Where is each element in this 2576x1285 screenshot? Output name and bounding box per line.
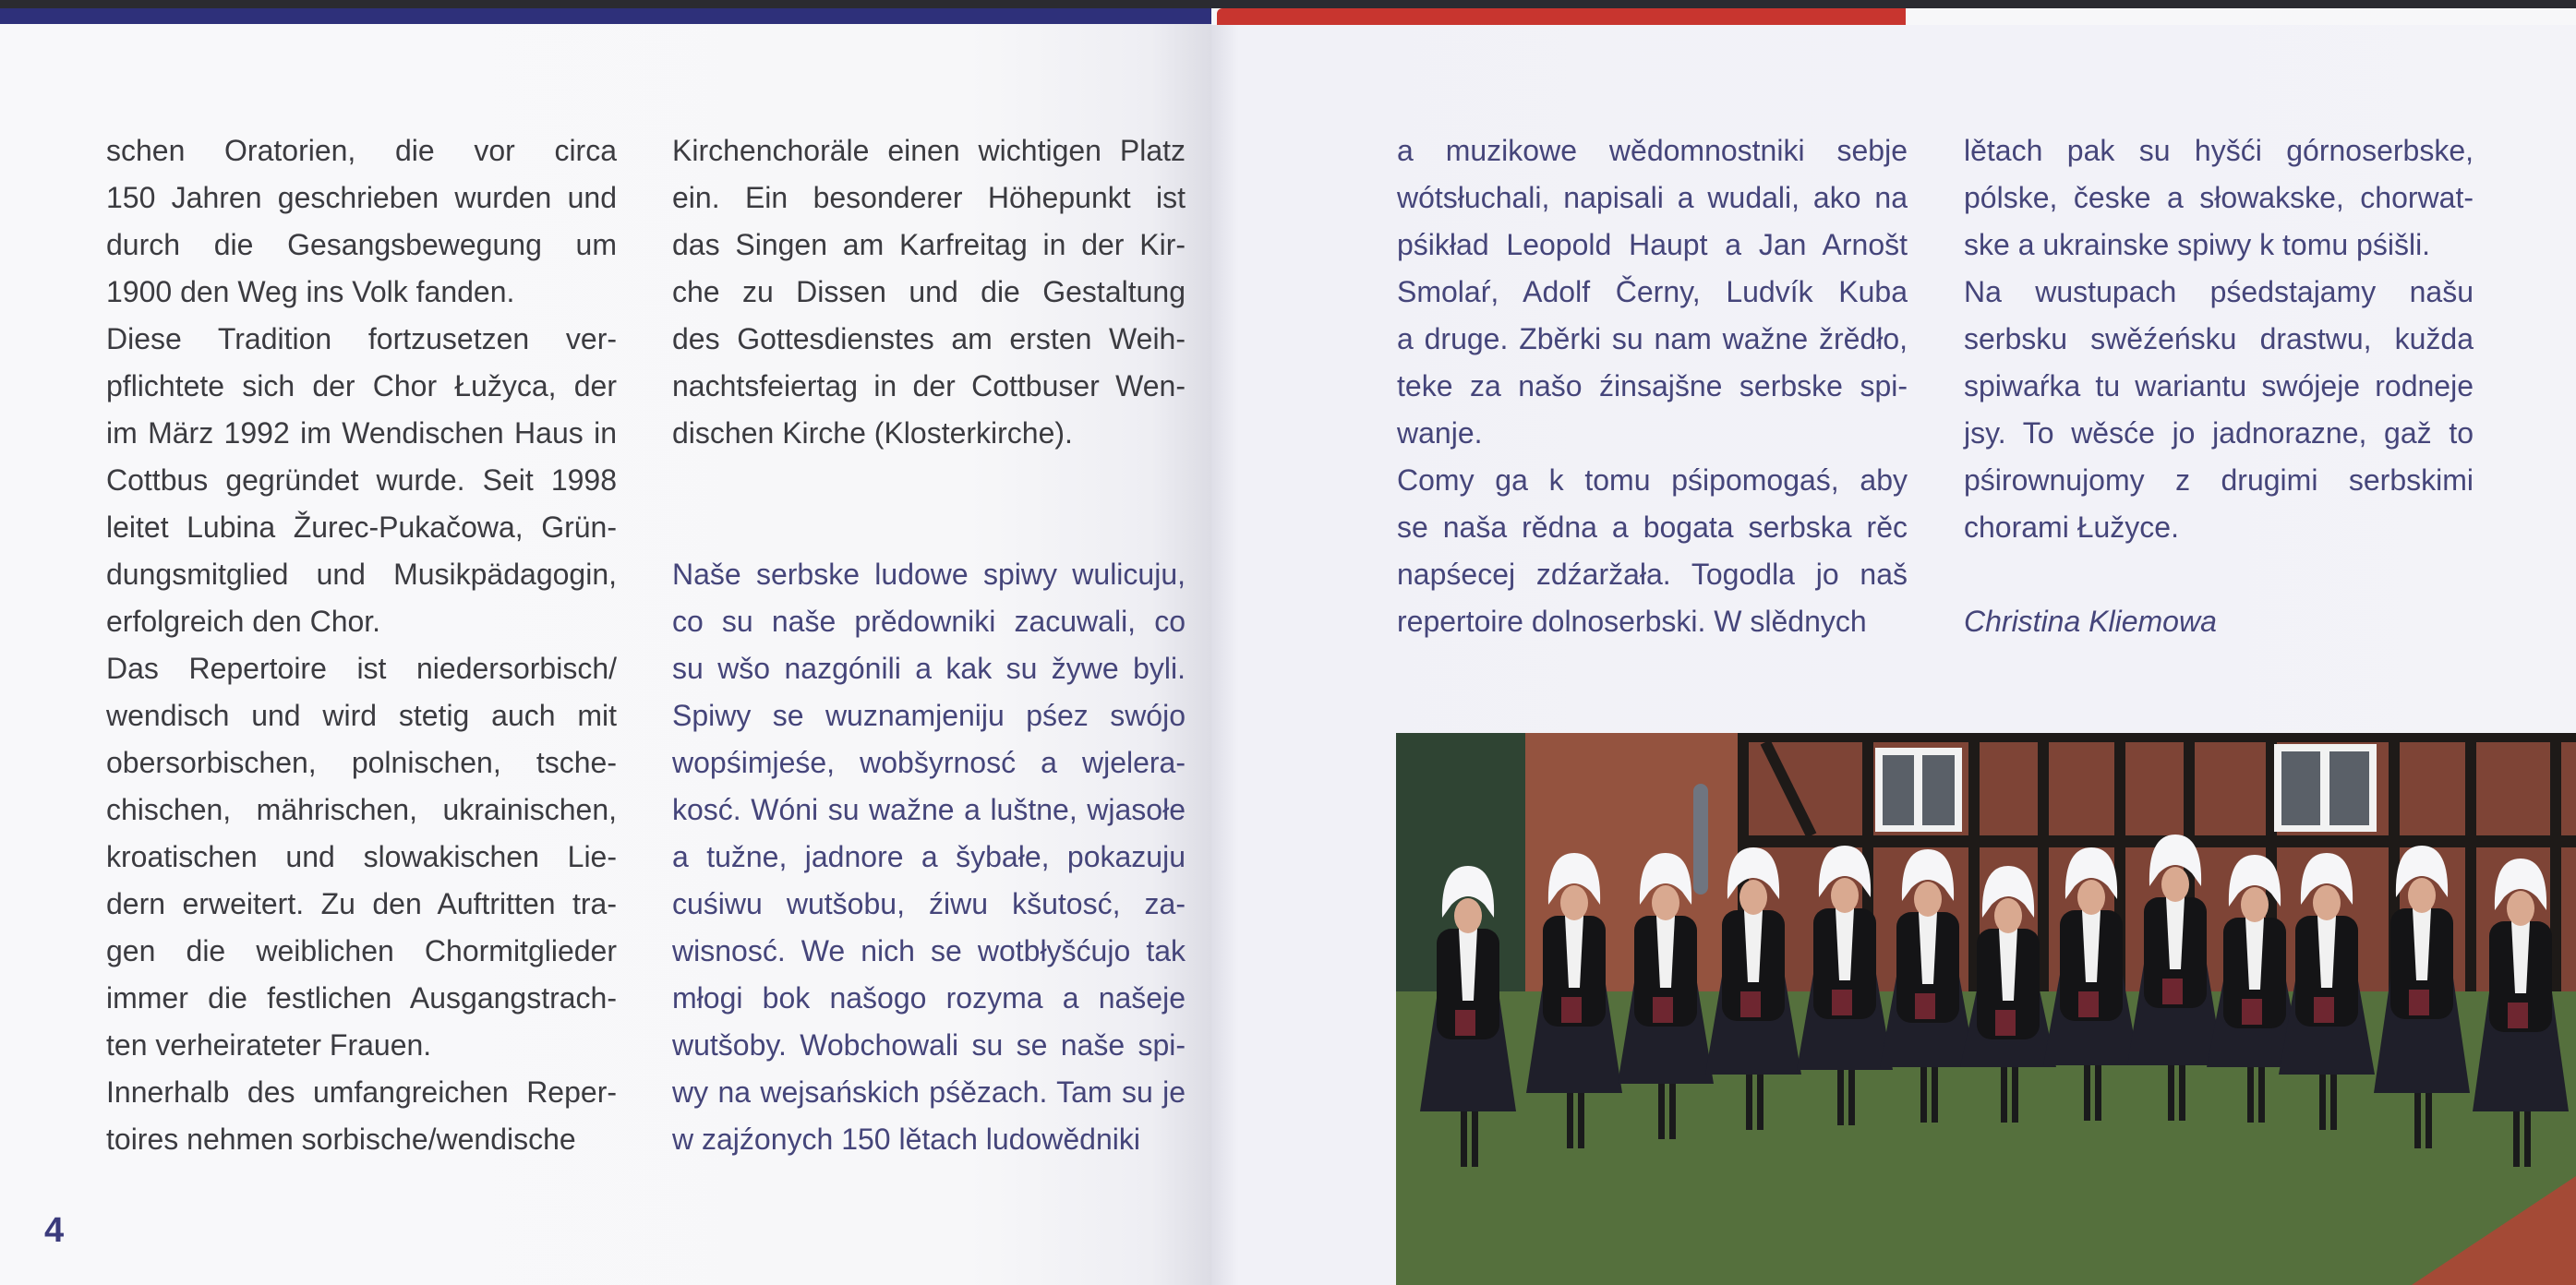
paragraph [1397, 127, 1908, 457]
face [2408, 878, 2436, 913]
songbook [2409, 990, 2429, 1015]
text-line: das Singen am Karfreitag in der Kir- [672, 228, 1186, 261]
text-line: nachtsfeiertag in der Cottbuser Wen- [672, 369, 1186, 402]
paragraph [1964, 127, 2474, 269]
text-line: ein. Ein besonderer Höhepunkt ist [672, 181, 1186, 214]
songbook [2078, 991, 2099, 1017]
songbook [2162, 979, 2183, 1004]
leg [1848, 1061, 1855, 1125]
text-line: toires nehmen sorbische/wendische [106, 1123, 576, 1156]
text-line: co su naše prědowniki zacuwali, co [672, 605, 1186, 638]
paragraph [1397, 457, 1908, 645]
text-line: su wšo nazgónili a kak su žywe byli. [672, 652, 1186, 685]
text-line: erfolgreich den Chor. [106, 605, 381, 638]
paragraph [672, 127, 1186, 457]
text-line: leitet Lubina Žurec-Pukačowa, Grün- [106, 510, 617, 544]
leg [2426, 1084, 2432, 1148]
leg [1669, 1075, 1676, 1139]
text-line: a tužne, jadnore a šybałe, pokazuju [672, 840, 1186, 873]
text-line: wisnosć. We nich se wotbłyšćujo tak [672, 934, 1186, 967]
songbook [1740, 991, 1761, 1017]
songbook [1832, 990, 1852, 1015]
text-line: ten verheirateter Frauen. [106, 1028, 432, 1062]
leg [1658, 1075, 1665, 1139]
text-line: pólske, česke a słowakske, chorwat- [1964, 181, 2474, 214]
face [2241, 887, 2269, 922]
text-line: pflichtete sich der Chor Łužyca, der [106, 369, 617, 402]
leg [1920, 1058, 1927, 1123]
leg [2513, 1102, 2520, 1167]
leg [2168, 1056, 2174, 1121]
leg [2001, 1058, 2007, 1123]
songbook [1915, 993, 1935, 1019]
songbook [1561, 997, 1582, 1023]
songbook [1653, 997, 1673, 1023]
face [1994, 898, 2022, 933]
paragraph [106, 316, 617, 645]
blue-header-bar [0, 8, 1211, 24]
text-column-3 [1397, 127, 1908, 645]
text-line: des Gottesdienstes am ersten Weih- [672, 322, 1186, 355]
leg [1757, 1065, 1763, 1130]
text-line: młogi bok našogo rozyma a našeje [672, 981, 1186, 1015]
text-line: lětach pak su hyšći górnoserbske, [1964, 134, 2474, 167]
red-header-bar [1217, 8, 1906, 25]
leg [1472, 1102, 1478, 1167]
leg [1567, 1084, 1573, 1148]
text-line: Diese Tradition fortzusetzen ver- [106, 322, 617, 355]
leg [2414, 1084, 2421, 1148]
paragraph [1964, 269, 2474, 551]
text-line: a muzikowe wědomnostniki sebje [1397, 134, 1908, 167]
text-line: napśecej zdźaržała. Togodla jo naš [1397, 558, 1908, 591]
arched-window [1693, 784, 1708, 895]
choir-photo [1396, 733, 2576, 1285]
text-line: Smolaŕ, Adolf Černy, Ludvík Kuba [1397, 275, 1908, 308]
text-line: Comy ga k tomu pśipomogaś, aby [1397, 463, 1908, 497]
text-line: Spiwy se wuznamjeniju pśez swójo [672, 699, 1186, 732]
text-line: wutšoby. Wobchowali su se naše spi- [672, 1028, 1186, 1062]
text-line: immer die festlichen Ausgangstrach- [106, 981, 617, 1015]
paragraph [106, 1069, 617, 1163]
text-line: spiwaŕka tu wariantu swójeje rodneje [1964, 369, 2474, 402]
text-line: dungsmitglied und Musikpädagogin, [106, 558, 617, 591]
text-line: durch die Gesangsbewegung um [106, 228, 617, 261]
leg [1746, 1065, 1752, 1130]
text-line: cuśiwu wutšobu, źiwu kšutosć, za- [672, 887, 1186, 920]
text-line: w zajźonych 150 lětach ludowědniki [672, 1123, 1140, 1156]
paragraph [106, 127, 617, 316]
face [1914, 882, 1942, 917]
leg [2179, 1056, 2185, 1121]
text-line: wopśimjeśe, wobšyrnosć a wjelera- [672, 746, 1186, 779]
songbook [2314, 997, 2334, 1023]
text-line: jsy. To wěsće jo jadnorazne, gaž to [1964, 416, 2474, 450]
text-line: a druge. Zběrki su nam wažne žrědło, [1397, 322, 1908, 355]
leg [1578, 1084, 1584, 1148]
text-column-1 [106, 127, 617, 1163]
text-line: Cottbus gegründet wurde. Seit 1998 [106, 463, 617, 497]
face [1739, 880, 1767, 915]
author-signature: Christina Kliemowa [1964, 605, 2217, 638]
paragraph [106, 645, 617, 1069]
text-line: Na wustupach pśedstajamy našu [1964, 275, 2474, 308]
beam [2465, 733, 2476, 1001]
text-line: im März 1992 im Wendischen Haus in [106, 416, 617, 450]
text-line: wendisch und wird stetig auch mit [106, 699, 617, 732]
face [2161, 867, 2189, 902]
face [1560, 885, 1588, 920]
text-line: kroatischen und slowakischen Lie- [106, 840, 617, 873]
face [2313, 885, 2341, 920]
leg [2247, 1058, 2254, 1123]
page-number: 4 [44, 1211, 65, 1250]
text-line: wy na wejsańskich pśězach. Tam su je [672, 1075, 1186, 1109]
text-line: serbsku swěźeńsku drastwu, kužda [1964, 322, 2474, 355]
face [2077, 880, 2105, 915]
songbook [2508, 1003, 2528, 1028]
leg [2012, 1058, 2018, 1123]
leg [2084, 1056, 2090, 1121]
text-line: gen die weiblichen Chormitglieder [106, 934, 617, 967]
leg [1932, 1058, 1938, 1123]
text-line: kosć. Wóni su wažne a luštne, wjasołe [672, 793, 1186, 826]
text-line: se naša rědna a bogata serbska rěc [1397, 510, 1908, 544]
text-line: repertoire dolnoserbski. W slědnych [1397, 605, 1867, 638]
text-line: chorami Łužyce. [1964, 510, 2179, 544]
leg [2095, 1056, 2101, 1121]
text-line: wótsłuchali, napisali a wudali, ako na [1397, 181, 1908, 214]
text-line: 1900 den Weg ins Volk fanden. [106, 275, 515, 308]
leg [1837, 1061, 1844, 1125]
songbook [1455, 1010, 1475, 1036]
face [1652, 885, 1679, 920]
text-line: ske a ukrainske spiwy k tomu pśišli. [1964, 228, 2431, 261]
text-line: Kirchenchoräle einen wichtigen Platz [672, 134, 1186, 167]
leg [2258, 1058, 2265, 1123]
text-line: 150 Jahren geschrieben wurden und [106, 181, 617, 214]
text-line: dern erweitert. Zu den Auftritten tra- [106, 887, 617, 920]
face [1831, 878, 1859, 913]
text-line: pśirownujomy z drugimi serbskimi [1964, 463, 2474, 497]
face [2507, 891, 2534, 926]
songbook [2242, 999, 2262, 1025]
choir-photo-image [1396, 733, 2576, 1285]
text-column-4 [1964, 127, 2474, 645]
text-line: che zu Dissen und die Gestaltung [672, 275, 1186, 308]
text-line: wanje. [1397, 416, 1483, 450]
text-line: teke za našo źinsajšne serbske spi- [1397, 369, 1908, 402]
songbook [1995, 1010, 2016, 1036]
text-line: Das Repertoire ist niedersorbisch/ [106, 652, 617, 685]
text-line: pśikład Leopold Haupt a Jan Arnošt [1397, 228, 1908, 261]
face [1454, 898, 1482, 933]
leg [2319, 1065, 2326, 1130]
text-line: chischen, mährischen, ukrainischen, [106, 793, 617, 826]
leg [2524, 1102, 2531, 1167]
text-line: dischen Kirche (Klosterkirche). [672, 416, 1073, 450]
paragraph [672, 551, 1186, 1163]
text-line: obersorbischen, polnischen, tsche- [106, 746, 617, 779]
text-line: Naše serbske ludowe spiwy wulicuju, [672, 558, 1186, 591]
leg [1461, 1102, 1467, 1167]
text-line: Innerhalb des umfangreichen Reper- [106, 1075, 617, 1109]
leg [2330, 1065, 2337, 1130]
scan-top-edge [0, 0, 2576, 8]
text-line: schen Oratorien, die vor circa [106, 134, 617, 167]
text-column-2 [672, 127, 1186, 1163]
